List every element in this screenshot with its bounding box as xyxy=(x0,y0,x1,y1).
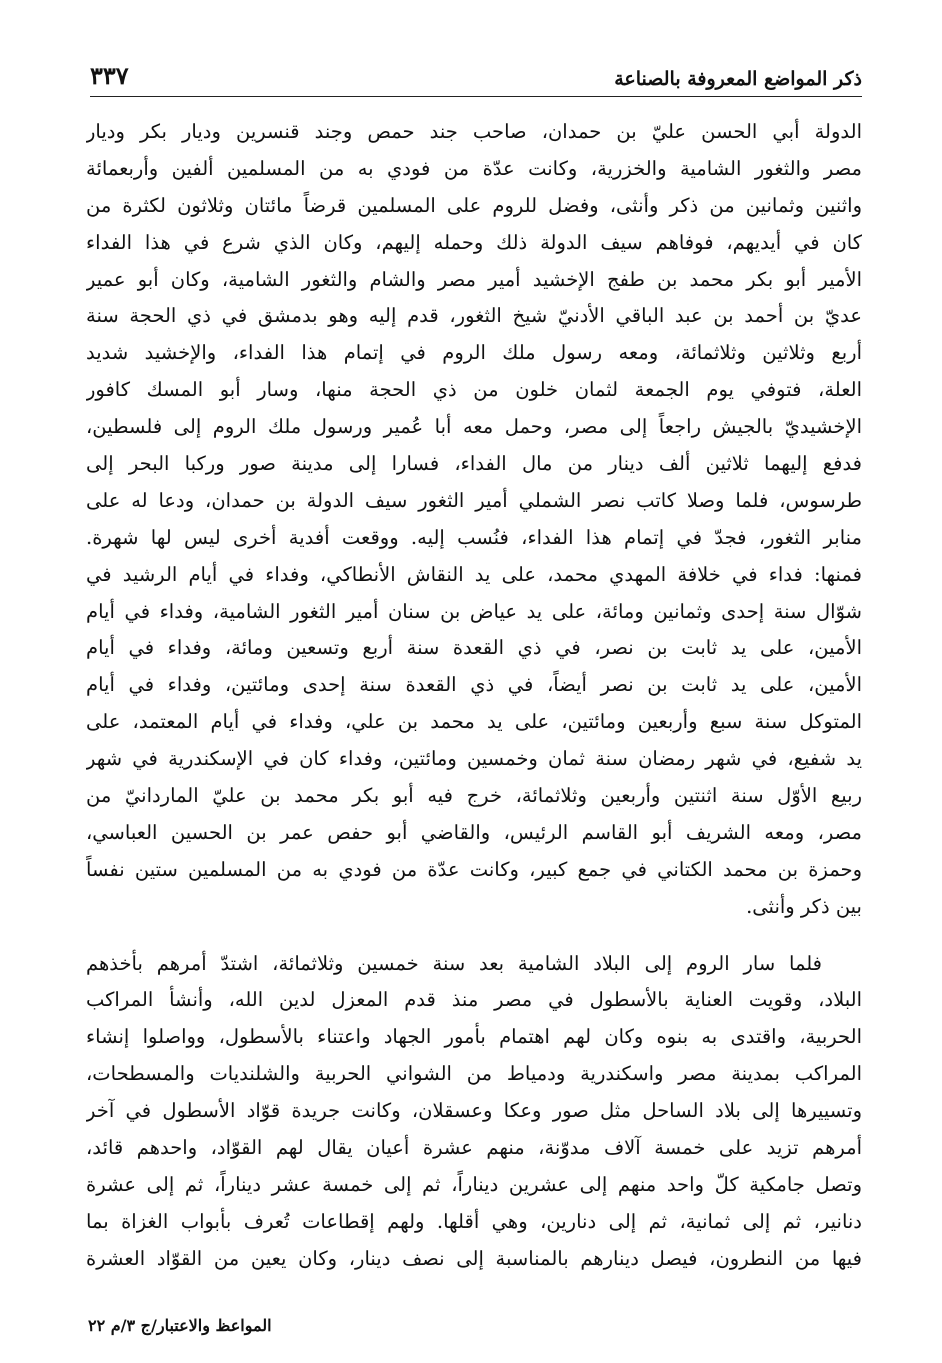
printer-signature: المواعظ والاعتبار/ج ٣/م ٢٢ xyxy=(88,1316,272,1335)
text-line: كان في أيديهم، فوفاهم سيف الدولة ذلك وحمله إليهم، وكان الذي شرع في هذا الفداء xyxy=(86,230,862,254)
text-line: يد شفيع، في شهر رمضان سنة ثمان وخمسين ومائتين، وفداء كان في الإسكندرية في شهر xyxy=(86,747,862,771)
text-line: عديّ بن أحمد بن عبد الباقي الأدنيّ شيخ الثغور، قدم إليه وهو بدمشق في ذي الحجة سنة xyxy=(86,304,862,328)
text-line: منابر الثغور، فجدّ في إتمام هذا الفداء، فنُسب إليه. ووقعت أفدية أخرى ليس لها شهرة. xyxy=(86,525,862,549)
text-line: أربع وثلاثين وثلاثمائة، ومعه رسول ملك الروم في إتمام هذا الفداء، والإخشيد شديد xyxy=(86,341,862,365)
text-line: وتصل جامكية كلّ واحد منهم إلى عشرين ديناراً، ثم إلى خمسة عشر ديناراً، ثم إلى عشرة xyxy=(86,1172,862,1196)
text-line: الأمين، على يد ثابت بن نصر أيضاً، في ذي القعدة سنة إحدى ومائتين، وفداء في أيام xyxy=(86,673,862,697)
text-line: البلاد، وقويت العناية بالأسطول في مصر منذ قدم المعزل لدين الله، وأنشأ المراكب xyxy=(86,988,862,1012)
text-line: الدولة أبي الحسن عليّ بن حمدان، صاحب جند حمص وجند قنسرين وديار بكر وديار xyxy=(86,120,862,143)
text-line: طرسوس، فلما وصلا كاتب نصر الشملي أمير الثغور سيف الدولة بن حمدان، ودعا له على xyxy=(86,488,862,512)
text-line: وحمزة بن محمد الكتاني في جمع كبير، وكانت عدّة من فودي به من المسلمين ستين نفساً xyxy=(86,857,862,881)
text-line: فلما سار الروم إلى البلاد الشامية بعد سنة خمسين وثلاثمائة، اشتدّ أمرهم بأخذهم xyxy=(86,951,822,975)
paragraph-2 xyxy=(86,946,862,1278)
text-line: المراكب بمدينة مصر واسكندرية ودمياط من الشواني الحربية والشلنديات والمسطحات، xyxy=(86,1062,862,1086)
text-line: الأمير أبو بكر محمد بن طفج الإخشيد أمير مصر والشام والثغور الشامية، وكان أبو عمير xyxy=(86,267,862,291)
text-line: مصر والثغور الشامية والخزرية، وكانت عدّة من فودي به من المسلمين ألفين وأربعمائة xyxy=(86,156,862,180)
text-line: دنانير، ثم إلى ثمانية، ثم إلى دنارين، وهي أقلها. ولهم إقطاعات تُعرف بأبواب الغزاة بما xyxy=(86,1209,862,1233)
text-line: ربيع الأوّل سنة اثنتين وأربعين وثلاثمائة، خرج فيه أبو بكر محمد بن عليّ الماردانيّ من xyxy=(86,784,862,808)
text-line: فدفع إليهما ثلاثين ألف دينار من مال الفداء، فسارا إلى مدينة صور وركبا البحر إلى xyxy=(86,452,862,476)
text-line: العلة، فتوفي يوم الجمعة لثمان خلون من ذي الحجة منها، وسار أبو المسك كافور xyxy=(86,378,862,402)
text-line: الحربية، واقتدى به بنوه وكان لهم اهتمام بأمور الجهاد واعتناء بالأسطول، وواصلوا إنشاء xyxy=(86,1025,862,1049)
text-line: شوّال سنة إحدى وثمانين ومائة، على يد عياض بن سنان أمير الثغور الشامية، وفداء في أيام xyxy=(86,599,862,623)
page-header xyxy=(90,38,862,97)
text-line: بين ذكر وأنثى. xyxy=(746,894,862,918)
text-line: فمنها: فداء في خلافة المهدي محمد، على يد النقاش الأنطاكي، وفداء في أيام الرشيد في xyxy=(86,562,862,586)
text-line: واثنين وثمانين من ذكر وأنثى، وفضل للروم على المسلمين قرضاً مائتان وثلاثون لكثرة من xyxy=(86,193,862,217)
text-line: الإخشيديّ بالجيش راجعاً إلى مصر، وحمل معه أبا عُمير ورسول ملك الروم إلى فلسطين، xyxy=(86,415,862,439)
text-line: أمرهم تزيد على خمسة آلاف مدوّنة، منهم عشرة أعيان يقال لهم القوّاد، واحدهم قائد، xyxy=(86,1136,862,1160)
running-head: ذكر المواضع المعروفة بالصناعة xyxy=(614,68,862,90)
text-line: فيها من النطرون، فيصل دينارهم بالمناسبة إلى نصف دينار، وكان يعين من القوّاد العشرة xyxy=(86,1246,862,1270)
text-line: المتوكل سنة سبع وأربعين ومائتين، على يد محمد بن علي، وفداء في أيام المعتمد، على xyxy=(86,710,862,734)
body-text xyxy=(86,114,862,1278)
text-line: وتسييرها إلى بلاد الساحل مثل صور وعكا وعسقلان، وكانت جريدة قوّاد الأسطول في آخر xyxy=(86,1099,862,1123)
paragraph-1 xyxy=(86,114,862,926)
text-line: مصر، ومعه الشريف أبو القاسم الرئيس، والقاضي أبو حفص عمر بن الحسين العباسي، xyxy=(86,820,862,844)
page-number: ٣٣٧ xyxy=(90,61,129,90)
text-line: الأمين، على يد ثابت بن نصر، في ذي القعدة سنة أربع وتسعين ومائة، وفداء في أيام xyxy=(86,636,862,660)
